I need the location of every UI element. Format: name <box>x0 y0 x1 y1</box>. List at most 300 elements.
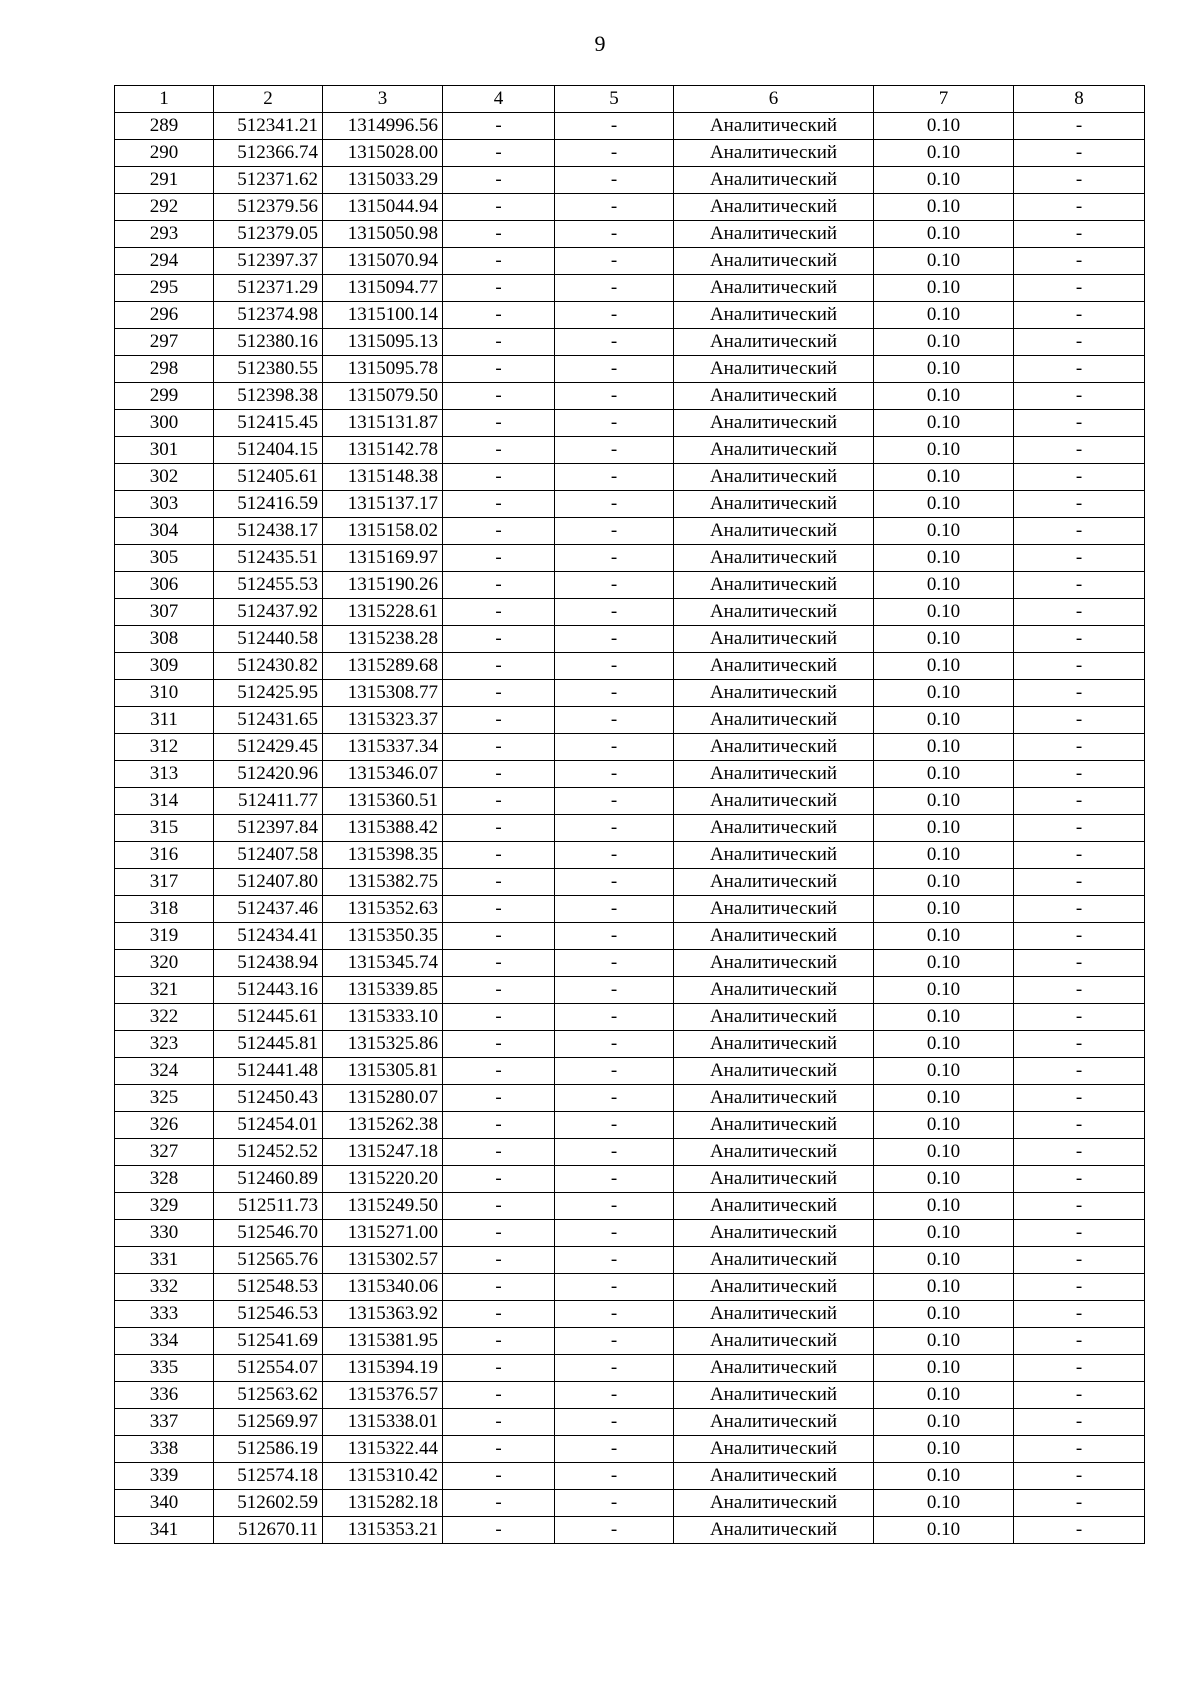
column-5-cell: - <box>555 437 674 464</box>
x-coordinate-cell: 512430.82 <box>214 653 323 680</box>
y-coordinate-cell: 1315271.00 <box>323 1220 443 1247</box>
column-8-cell: - <box>1014 1085 1145 1112</box>
column-8-cell: - <box>1014 113 1145 140</box>
point-number-cell: 316 <box>115 842 214 869</box>
method-cell: Аналитический <box>674 653 874 680</box>
column-8-cell: - <box>1014 329 1145 356</box>
x-coordinate-cell: 512450.43 <box>214 1085 323 1112</box>
column-8-cell: - <box>1014 383 1145 410</box>
point-number-cell: 307 <box>115 599 214 626</box>
table-row <box>115 1436 1145 1463</box>
column-8-cell: - <box>1014 761 1145 788</box>
table-row <box>115 275 1145 302</box>
x-coordinate-cell: 512438.17 <box>214 518 323 545</box>
column-4-cell: - <box>443 1274 555 1301</box>
column-5-cell: - <box>555 545 674 572</box>
column-8-cell: - <box>1014 977 1145 1004</box>
x-coordinate-cell: 512548.53 <box>214 1274 323 1301</box>
column-8-cell: - <box>1014 1436 1145 1463</box>
x-coordinate-cell: 512371.29 <box>214 275 323 302</box>
accuracy-cell: 0.10 <box>874 1517 1014 1544</box>
y-coordinate-cell: 1315050.98 <box>323 221 443 248</box>
accuracy-cell: 0.10 <box>874 1301 1014 1328</box>
column-5-cell: - <box>555 761 674 788</box>
column-8-cell: - <box>1014 302 1145 329</box>
table-row <box>115 194 1145 221</box>
point-number-cell: 312 <box>115 734 214 761</box>
column-4-cell: - <box>443 842 555 869</box>
y-coordinate-cell: 1315338.01 <box>323 1409 443 1436</box>
x-coordinate-cell: 512380.16 <box>214 329 323 356</box>
method-cell: Аналитический <box>674 1085 874 1112</box>
y-coordinate-cell: 1315282.18 <box>323 1490 443 1517</box>
accuracy-cell: 0.10 <box>874 1004 1014 1031</box>
x-coordinate-cell: 512379.05 <box>214 221 323 248</box>
point-number-cell: 330 <box>115 1220 214 1247</box>
column-5-cell: - <box>555 707 674 734</box>
column-4-cell: - <box>443 1004 555 1031</box>
table-row <box>115 815 1145 842</box>
y-coordinate-cell: 1315095.78 <box>323 356 443 383</box>
point-number-cell: 334 <box>115 1328 214 1355</box>
column-5-cell: - <box>555 464 674 491</box>
x-coordinate-cell: 512452.52 <box>214 1139 323 1166</box>
column-8-cell: - <box>1014 140 1145 167</box>
table-row <box>115 329 1145 356</box>
method-cell: Аналитический <box>674 545 874 572</box>
y-coordinate-cell: 1315302.57 <box>323 1247 443 1274</box>
column-4-cell: - <box>443 1193 555 1220</box>
y-coordinate-cell: 1315238.28 <box>323 626 443 653</box>
point-number-cell: 325 <box>115 1085 214 1112</box>
column-4-cell: - <box>443 815 555 842</box>
point-number-cell: 308 <box>115 626 214 653</box>
x-coordinate-cell: 512416.59 <box>214 491 323 518</box>
column-8-cell: - <box>1014 653 1145 680</box>
point-number-cell: 319 <box>115 923 214 950</box>
accuracy-cell: 0.10 <box>874 572 1014 599</box>
column-8-cell: - <box>1014 1274 1145 1301</box>
column-5-cell: - <box>555 302 674 329</box>
method-cell: Аналитический <box>674 680 874 707</box>
column-8-cell: - <box>1014 545 1145 572</box>
accuracy-cell: 0.10 <box>874 356 1014 383</box>
accuracy-cell: 0.10 <box>874 1031 1014 1058</box>
point-number-cell: 332 <box>115 1274 214 1301</box>
column-5-cell: - <box>555 1193 674 1220</box>
accuracy-cell: 0.10 <box>874 491 1014 518</box>
table-row <box>115 1463 1145 1490</box>
method-cell: Аналитический <box>674 734 874 761</box>
method-cell: Аналитический <box>674 842 874 869</box>
x-coordinate-cell: 512407.80 <box>214 869 323 896</box>
column-8-cell: - <box>1014 167 1145 194</box>
x-coordinate-cell: 512380.55 <box>214 356 323 383</box>
accuracy-cell: 0.10 <box>874 1355 1014 1382</box>
table-row <box>115 167 1145 194</box>
column-4-cell: - <box>443 869 555 896</box>
column-8-cell: - <box>1014 491 1145 518</box>
column-4-cell: - <box>443 1112 555 1139</box>
accuracy-cell: 0.10 <box>874 1139 1014 1166</box>
point-number-cell: 317 <box>115 869 214 896</box>
x-coordinate-cell: 512454.01 <box>214 1112 323 1139</box>
y-coordinate-cell: 1315388.42 <box>323 815 443 842</box>
method-cell: Аналитический <box>674 1355 874 1382</box>
column-4-cell: - <box>443 977 555 1004</box>
accuracy-cell: 0.10 <box>874 977 1014 1004</box>
column-5-cell: - <box>555 329 674 356</box>
column-5-cell: - <box>555 491 674 518</box>
y-coordinate-cell: 1315137.17 <box>323 491 443 518</box>
column-4-cell: - <box>443 410 555 437</box>
column-5-cell: - <box>555 1085 674 1112</box>
column-5-cell: - <box>555 869 674 896</box>
point-number-cell: 303 <box>115 491 214 518</box>
column-8-cell: - <box>1014 1247 1145 1274</box>
point-number-cell: 300 <box>115 410 214 437</box>
y-coordinate-cell: 1315158.02 <box>323 518 443 545</box>
column-4-cell: - <box>443 302 555 329</box>
table-row <box>115 1301 1145 1328</box>
y-coordinate-cell: 1315044.94 <box>323 194 443 221</box>
y-coordinate-cell: 1315249.50 <box>323 1193 443 1220</box>
column-4-cell: - <box>443 707 555 734</box>
column-4-cell: - <box>443 275 555 302</box>
column-5-cell: - <box>555 572 674 599</box>
accuracy-cell: 0.10 <box>874 1058 1014 1085</box>
x-coordinate-cell: 512404.15 <box>214 437 323 464</box>
table-row <box>115 1139 1145 1166</box>
column-4-cell: - <box>443 1301 555 1328</box>
table-row <box>115 140 1145 167</box>
x-coordinate-cell: 512443.16 <box>214 977 323 1004</box>
column-8-cell: - <box>1014 410 1145 437</box>
accuracy-cell: 0.10 <box>874 1274 1014 1301</box>
point-number-cell: 340 <box>115 1490 214 1517</box>
column-4-cell: - <box>443 248 555 275</box>
accuracy-cell: 0.10 <box>874 1112 1014 1139</box>
table-row <box>115 923 1145 950</box>
y-coordinate-cell: 1315346.07 <box>323 761 443 788</box>
method-cell: Аналитический <box>674 707 874 734</box>
method-cell: Аналитический <box>674 1031 874 1058</box>
point-number-cell: 294 <box>115 248 214 275</box>
point-number-cell: 327 <box>115 1139 214 1166</box>
accuracy-cell: 0.10 <box>874 599 1014 626</box>
y-coordinate-cell: 1315350.35 <box>323 923 443 950</box>
accuracy-cell: 0.10 <box>874 275 1014 302</box>
column-5-cell: - <box>555 356 674 383</box>
method-cell: Аналитический <box>674 1409 874 1436</box>
table-row <box>115 437 1145 464</box>
x-coordinate-cell: 512429.45 <box>214 734 323 761</box>
table-row <box>115 356 1145 383</box>
table-row <box>115 626 1145 653</box>
accuracy-cell: 0.10 <box>874 545 1014 572</box>
column-5-cell: - <box>555 1409 674 1436</box>
y-coordinate-cell: 1315094.77 <box>323 275 443 302</box>
y-coordinate-cell: 1315190.26 <box>323 572 443 599</box>
x-coordinate-cell: 512546.70 <box>214 1220 323 1247</box>
accuracy-cell: 0.10 <box>874 788 1014 815</box>
accuracy-cell: 0.10 <box>874 1166 1014 1193</box>
x-coordinate-cell: 512554.07 <box>214 1355 323 1382</box>
column-4-cell: - <box>443 113 555 140</box>
column-8-cell: - <box>1014 1220 1145 1247</box>
column-4-cell: - <box>443 1166 555 1193</box>
accuracy-cell: 0.10 <box>874 680 1014 707</box>
accuracy-cell: 0.10 <box>874 1247 1014 1274</box>
column-5-cell: - <box>555 923 674 950</box>
y-coordinate-cell: 1315280.07 <box>323 1085 443 1112</box>
x-coordinate-cell: 512366.74 <box>214 140 323 167</box>
accuracy-cell: 0.10 <box>874 302 1014 329</box>
x-coordinate-cell: 512398.38 <box>214 383 323 410</box>
accuracy-cell: 0.10 <box>874 734 1014 761</box>
column-8-cell: - <box>1014 869 1145 896</box>
column-5-cell: - <box>555 788 674 815</box>
table-row <box>115 518 1145 545</box>
method-cell: Аналитический <box>674 1220 874 1247</box>
y-coordinate-cell: 1315247.18 <box>323 1139 443 1166</box>
accuracy-cell: 0.10 <box>874 1409 1014 1436</box>
column-4-cell: - <box>443 1355 555 1382</box>
column-5-cell: - <box>555 275 674 302</box>
accuracy-cell: 0.10 <box>874 113 1014 140</box>
table-row <box>115 545 1145 572</box>
point-number-cell: 298 <box>115 356 214 383</box>
point-number-cell: 341 <box>115 1517 214 1544</box>
column-5-cell: - <box>555 1031 674 1058</box>
x-coordinate-cell: 512565.76 <box>214 1247 323 1274</box>
column-8-cell: - <box>1014 356 1145 383</box>
method-cell: Аналитический <box>674 1004 874 1031</box>
column-8-cell: - <box>1014 1301 1145 1328</box>
column-8-cell: - <box>1014 599 1145 626</box>
method-cell: Аналитический <box>674 896 874 923</box>
column-5-cell: - <box>555 1274 674 1301</box>
column-4-cell: - <box>443 356 555 383</box>
point-number-cell: 339 <box>115 1463 214 1490</box>
x-coordinate-cell: 512397.37 <box>214 248 323 275</box>
accuracy-cell: 0.10 <box>874 194 1014 221</box>
table-row <box>115 1085 1145 1112</box>
point-number-cell: 311 <box>115 707 214 734</box>
table-row <box>115 1031 1145 1058</box>
table-row <box>115 869 1145 896</box>
method-cell: Аналитический <box>674 626 874 653</box>
column-5-cell: - <box>555 410 674 437</box>
column-8-cell: - <box>1014 626 1145 653</box>
x-coordinate-cell: 512434.41 <box>214 923 323 950</box>
column-header: 2 <box>214 86 323 113</box>
column-4-cell: - <box>443 1031 555 1058</box>
method-cell: Аналитический <box>674 1517 874 1544</box>
column-4-cell: - <box>443 734 555 761</box>
column-5-cell: - <box>555 518 674 545</box>
table-row <box>115 653 1145 680</box>
column-5-cell: - <box>555 1517 674 1544</box>
column-4-cell: - <box>443 680 555 707</box>
method-cell: Аналитический <box>674 1193 874 1220</box>
table-row <box>115 248 1145 275</box>
method-cell: Аналитический <box>674 572 874 599</box>
column-4-cell: - <box>443 1409 555 1436</box>
column-8-cell: - <box>1014 1490 1145 1517</box>
column-4-cell: - <box>443 464 555 491</box>
column-5-cell: - <box>555 167 674 194</box>
accuracy-cell: 0.10 <box>874 518 1014 545</box>
table-row <box>115 1355 1145 1382</box>
column-4-cell: - <box>443 140 555 167</box>
column-5-cell: - <box>555 1139 674 1166</box>
table-row <box>115 680 1145 707</box>
table-row <box>115 788 1145 815</box>
column-5-cell: - <box>555 1382 674 1409</box>
table-row <box>115 1112 1145 1139</box>
y-coordinate-cell: 1315352.63 <box>323 896 443 923</box>
method-cell: Аналитический <box>674 221 874 248</box>
method-cell: Аналитический <box>674 194 874 221</box>
column-header: 3 <box>323 86 443 113</box>
column-8-cell: - <box>1014 437 1145 464</box>
method-cell: Аналитический <box>674 275 874 302</box>
column-4-cell: - <box>443 194 555 221</box>
point-number-cell: 291 <box>115 167 214 194</box>
method-cell: Аналитический <box>674 1463 874 1490</box>
point-number-cell: 337 <box>115 1409 214 1436</box>
accuracy-cell: 0.10 <box>874 653 1014 680</box>
column-5-cell: - <box>555 1328 674 1355</box>
accuracy-cell: 0.10 <box>874 1328 1014 1355</box>
x-coordinate-cell: 512441.48 <box>214 1058 323 1085</box>
method-cell: Аналитический <box>674 977 874 1004</box>
y-coordinate-cell: 1315382.75 <box>323 869 443 896</box>
method-cell: Аналитический <box>674 869 874 896</box>
column-4-cell: - <box>443 1058 555 1085</box>
y-coordinate-cell: 1315305.81 <box>323 1058 443 1085</box>
column-4-cell: - <box>443 1220 555 1247</box>
point-number-cell: 306 <box>115 572 214 599</box>
column-8-cell: - <box>1014 221 1145 248</box>
column-4-cell: - <box>443 950 555 977</box>
column-4-cell: - <box>443 1463 555 1490</box>
accuracy-cell: 0.10 <box>874 167 1014 194</box>
table-row <box>115 464 1145 491</box>
column-header: 4 <box>443 86 555 113</box>
table-row <box>115 1193 1145 1220</box>
method-cell: Аналитический <box>674 1328 874 1355</box>
point-number-cell: 323 <box>115 1031 214 1058</box>
table-row <box>115 383 1145 410</box>
method-cell: Аналитический <box>674 761 874 788</box>
point-number-cell: 315 <box>115 815 214 842</box>
x-coordinate-cell: 512440.58 <box>214 626 323 653</box>
accuracy-cell: 0.10 <box>874 815 1014 842</box>
table-row <box>115 896 1145 923</box>
point-number-cell: 329 <box>115 1193 214 1220</box>
column-5-cell: - <box>555 248 674 275</box>
x-coordinate-cell: 512415.45 <box>214 410 323 437</box>
column-4-cell: - <box>443 788 555 815</box>
column-8-cell: - <box>1014 734 1145 761</box>
column-8-cell: - <box>1014 1004 1145 1031</box>
table-row <box>115 1328 1145 1355</box>
accuracy-cell: 0.10 <box>874 1220 1014 1247</box>
column-4-cell: - <box>443 518 555 545</box>
x-coordinate-cell: 512371.62 <box>214 167 323 194</box>
accuracy-cell: 0.10 <box>874 896 1014 923</box>
accuracy-cell: 0.10 <box>874 1085 1014 1112</box>
table-row <box>115 1409 1145 1436</box>
table-row <box>115 1166 1145 1193</box>
accuracy-cell: 0.10 <box>874 950 1014 977</box>
method-cell: Аналитический <box>674 383 874 410</box>
method-cell: Аналитический <box>674 410 874 437</box>
column-5-cell: - <box>555 896 674 923</box>
method-cell: Аналитический <box>674 1112 874 1139</box>
table-row <box>115 1517 1145 1544</box>
y-coordinate-cell: 1315131.87 <box>323 410 443 437</box>
column-header: 6 <box>674 86 874 113</box>
accuracy-cell: 0.10 <box>874 140 1014 167</box>
point-number-cell: 324 <box>115 1058 214 1085</box>
y-coordinate-cell: 1315322.44 <box>323 1436 443 1463</box>
method-cell: Аналитический <box>674 950 874 977</box>
point-number-cell: 289 <box>115 113 214 140</box>
point-number-cell: 304 <box>115 518 214 545</box>
table-row <box>115 950 1145 977</box>
point-number-cell: 320 <box>115 950 214 977</box>
method-cell: Аналитический <box>674 302 874 329</box>
column-8-cell: - <box>1014 1463 1145 1490</box>
accuracy-cell: 0.10 <box>874 410 1014 437</box>
point-number-cell: 326 <box>115 1112 214 1139</box>
table-row <box>115 761 1145 788</box>
point-number-cell: 335 <box>115 1355 214 1382</box>
point-number-cell: 328 <box>115 1166 214 1193</box>
method-cell: Аналитический <box>674 140 874 167</box>
point-number-cell: 301 <box>115 437 214 464</box>
x-coordinate-cell: 512374.98 <box>214 302 323 329</box>
column-8-cell: - <box>1014 572 1145 599</box>
point-number-cell: 290 <box>115 140 214 167</box>
method-cell: Аналитический <box>674 1274 874 1301</box>
column-4-cell: - <box>443 1490 555 1517</box>
y-coordinate-cell: 1315353.21 <box>323 1517 443 1544</box>
column-5-cell: - <box>555 1355 674 1382</box>
x-coordinate-cell: 512341.21 <box>214 113 323 140</box>
accuracy-cell: 0.10 <box>874 221 1014 248</box>
column-5-cell: - <box>555 1247 674 1274</box>
table-row <box>115 842 1145 869</box>
column-5-cell: - <box>555 1004 674 1031</box>
method-cell: Аналитический <box>674 248 874 275</box>
column-4-cell: - <box>443 329 555 356</box>
point-number-cell: 331 <box>115 1247 214 1274</box>
point-number-cell: 314 <box>115 788 214 815</box>
y-coordinate-cell: 1315325.86 <box>323 1031 443 1058</box>
x-coordinate-cell: 512437.46 <box>214 896 323 923</box>
column-4-cell: - <box>443 1247 555 1274</box>
x-coordinate-cell: 512546.53 <box>214 1301 323 1328</box>
column-5-cell: - <box>555 194 674 221</box>
point-number-cell: 302 <box>115 464 214 491</box>
method-cell: Аналитический <box>674 518 874 545</box>
column-5-cell: - <box>555 842 674 869</box>
method-cell: Аналитический <box>674 491 874 518</box>
